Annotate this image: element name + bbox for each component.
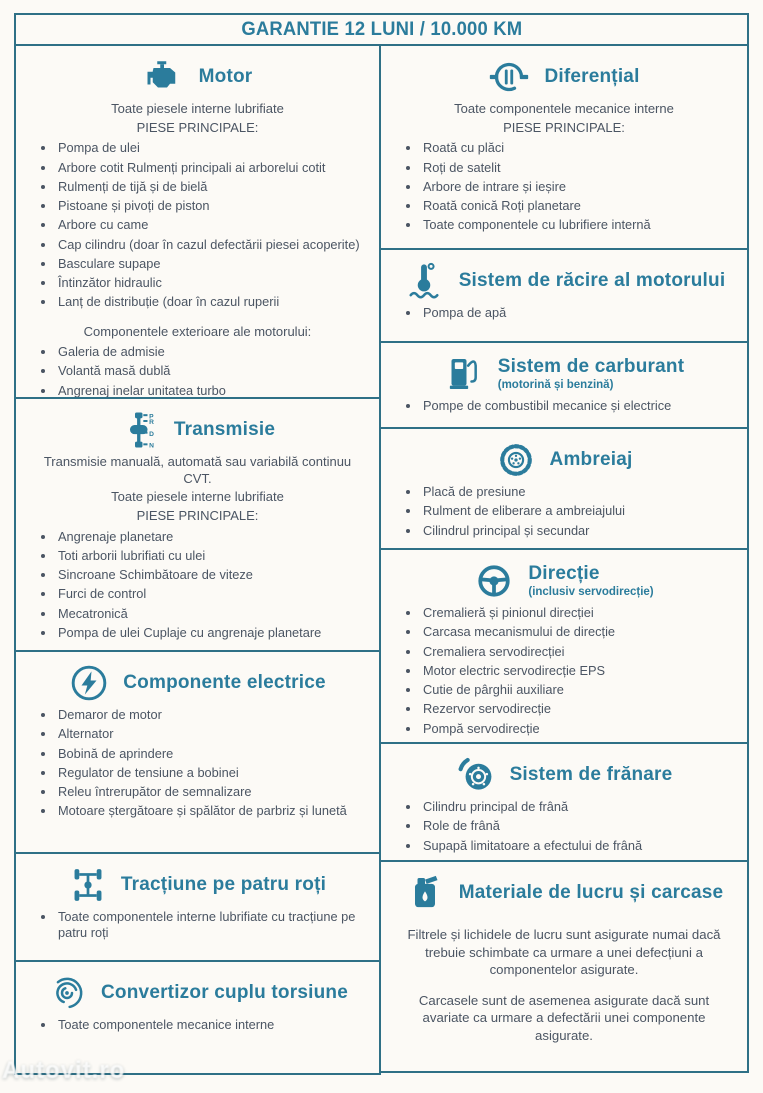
section-electrice bbox=[14, 650, 381, 854]
section-tractiune bbox=[14, 852, 381, 962]
section-motor bbox=[14, 44, 381, 399]
bullet-list bbox=[391, 484, 737, 539]
bullet-item: • Roată cu plăci bbox=[421, 140, 737, 156]
bullet-list bbox=[26, 140, 369, 310]
thermometer-icon bbox=[403, 261, 445, 301]
section-materiale bbox=[379, 860, 749, 1073]
torque-converter-icon bbox=[47, 973, 87, 1013]
section-paragraph: Filtrele și lichidele de lucru sunt asigurate numai dacă trebuie schimbate ca urmare a unei defecțiuni a componentelor asigurate. bbox=[407, 927, 721, 978]
lightning-bolt-icon bbox=[69, 663, 109, 703]
bullet-list bbox=[391, 140, 737, 233]
bullet-list bbox=[391, 398, 737, 414]
section-title-block bbox=[544, 67, 639, 88]
bullet-item: • Rulment de eliberare a ambreiajului bbox=[421, 503, 737, 519]
bullet-item: • Role de frână bbox=[421, 818, 737, 834]
bullet-item: • Motor electric servodirecție EPS bbox=[421, 663, 737, 679]
clutch-disc-icon bbox=[496, 440, 536, 480]
gear-shifter-icon bbox=[120, 410, 160, 450]
section-title-row bbox=[26, 57, 369, 97]
section-title: Convertizor cuplu torsiune bbox=[101, 981, 348, 1003]
section-title-row bbox=[26, 663, 369, 703]
bullet-list bbox=[391, 605, 737, 737]
section-subtitle: (inclusiv servodirecție) bbox=[528, 586, 654, 599]
bullet-item: • Cremaliera servodirecției bbox=[421, 644, 737, 660]
oil-canister-icon bbox=[405, 873, 445, 913]
bullet-item: • Angrenaje planetare bbox=[56, 529, 369, 545]
section-title-row bbox=[26, 410, 369, 450]
section-title: Componente electrice bbox=[123, 671, 326, 693]
section-title-block bbox=[174, 420, 275, 441]
bullet-item: • Arbore cotit Rulmenți principali ai arborelui cotit bbox=[56, 160, 369, 176]
column-right bbox=[379, 44, 749, 1075]
bullet-list bbox=[26, 529, 369, 642]
watermark: Autovit.ro bbox=[2, 1057, 126, 1084]
bullet-item: • Pompa de ulei bbox=[56, 140, 369, 156]
bullet-list bbox=[26, 707, 369, 820]
bullet-item: • Basculare supape bbox=[56, 256, 369, 272]
bullet-item: • Demaror de motor bbox=[56, 707, 369, 723]
bullet-item: • Toate componentele interne lubrifiate cu tracțiune pe patru roți bbox=[56, 909, 369, 942]
bullet-item: • Rezervor servodirecție bbox=[421, 701, 737, 717]
bullet-item: • Alternator bbox=[56, 726, 369, 742]
bullet-item: • Supapă limitatoare a efectului de frână bbox=[421, 838, 737, 854]
bullet-item: • Lanț de distribuție (doar în cazul ruperii bbox=[56, 294, 369, 310]
bullet-item: • Roți de satelit bbox=[421, 160, 737, 176]
section-title-block bbox=[101, 983, 348, 1004]
section-title-row bbox=[26, 973, 369, 1013]
bullet-list bbox=[26, 344, 369, 399]
bullet-item: • Sincroane Schimbătoare de viteze bbox=[56, 567, 369, 583]
section-title-block bbox=[123, 673, 326, 694]
bullet-item: • Releu întrerupător de semnalizare bbox=[56, 784, 369, 800]
bullet-item: • Pistoane și pivoți de piston bbox=[56, 198, 369, 214]
bullet-item: • Mecatronică bbox=[56, 606, 369, 622]
section-title: Sistem de carburant bbox=[497, 355, 685, 377]
section-directie bbox=[379, 548, 749, 744]
svg-text:N: N bbox=[149, 442, 154, 450]
section-intro-line: Transmisie manuală, automată sau variabilă continuu CVT. bbox=[43, 454, 352, 486]
bullet-item: • Pompa de apă bbox=[421, 305, 737, 321]
svg-text:R: R bbox=[149, 419, 154, 427]
section-title: Motor bbox=[198, 65, 253, 87]
section-intro-line: Componentele exterioare ale motorului: bbox=[83, 323, 312, 339]
section-title: Transmisie bbox=[173, 418, 276, 440]
bullet-item: • Furci de control bbox=[56, 586, 369, 602]
bullet-item: • Arbore de intrare și ieșire bbox=[421, 179, 737, 195]
section-subtitle: (motorină și benzină) bbox=[497, 379, 614, 392]
engine-icon bbox=[143, 59, 185, 95]
section-franare bbox=[379, 742, 749, 862]
section-intro-line: Toate piesele interne lubrifiate bbox=[111, 489, 284, 505]
section-intro-line: PIESE PRINCIPALE: bbox=[136, 507, 259, 523]
section-intro-line: Toate componentele mecanice interne bbox=[454, 101, 674, 116]
section-diferential bbox=[379, 44, 749, 250]
bullet-item: • Toti arborii lubrifiati cu ulei bbox=[56, 548, 369, 564]
bullet-item: • Toate componentele mecanice interne bbox=[56, 1017, 369, 1033]
section-title-block bbox=[459, 271, 726, 292]
section-carburant bbox=[379, 341, 749, 429]
page-header bbox=[14, 13, 749, 46]
bullet-item: • Rulmenți de tijă și de bielă bbox=[56, 179, 369, 195]
bullet-item: • Toate componentele cu lubrifiere internă bbox=[421, 217, 737, 233]
section-title-row bbox=[391, 873, 737, 913]
section-title-row bbox=[391, 561, 737, 601]
svg-text:P: P bbox=[149, 413, 154, 421]
brake-disc-icon bbox=[456, 755, 496, 795]
bullet-item: • Regulator de tensiune a bobinei bbox=[56, 765, 369, 781]
bullet-list bbox=[26, 909, 369, 942]
section-title: Diferențial bbox=[544, 65, 640, 87]
bullet-list bbox=[391, 799, 737, 854]
bullet-item: • Întinzător hidraulic bbox=[56, 275, 369, 291]
bullet-item: • Pompa de ulei Cuplaje cu angrenaje planetare bbox=[56, 625, 369, 641]
content bbox=[14, 44, 749, 1075]
section-title: Sistem de frănare bbox=[509, 763, 673, 785]
section-title: Materiale de lucru și carcase bbox=[458, 881, 724, 903]
bullet-item: • Galeria de admisie bbox=[56, 344, 369, 360]
section-title: Ambreiaj bbox=[549, 448, 633, 470]
section-intro-line: PIESE PRINCIPALE: bbox=[503, 119, 625, 135]
bullet-item: • Pompe de combustibil mecanice și electrice bbox=[421, 398, 737, 414]
section-title-block bbox=[550, 450, 633, 471]
svg-text:D: D bbox=[149, 430, 154, 438]
four-wheel-drive-icon bbox=[69, 866, 107, 904]
section-title: Sistem de răcire al motorului bbox=[458, 269, 726, 291]
bullet-item: • Pompă servodirecție bbox=[421, 721, 737, 737]
section-title-row bbox=[391, 57, 737, 97]
bullet-item: • Bobină de aprindere bbox=[56, 746, 369, 762]
bullet-item: • Cilindrul principal și secundar bbox=[421, 523, 737, 539]
fuel-pump-icon bbox=[444, 354, 484, 394]
bullet-item: • Motoare ștergătoare și spălător de parbriz și lunetă bbox=[56, 803, 369, 819]
bullet-list bbox=[391, 305, 737, 321]
section-ambreiaj bbox=[379, 427, 749, 550]
section-title-row bbox=[26, 865, 369, 905]
bullet-item: • Carcasa mecanismului de direcție bbox=[421, 624, 737, 640]
section-racire bbox=[379, 248, 749, 343]
steering-wheel-icon bbox=[474, 561, 514, 601]
section-title-block bbox=[528, 564, 653, 599]
section-intro-line: Toate piesele interne lubrifiate bbox=[111, 101, 284, 116]
bullet-item: • Volantă masă dublă bbox=[56, 363, 369, 379]
section-title-block bbox=[459, 883, 724, 904]
section-title: Direcție bbox=[528, 562, 600, 584]
section-transmisie bbox=[14, 397, 381, 652]
section-title-block bbox=[199, 67, 253, 88]
section-title-block bbox=[121, 875, 326, 896]
section-title: Tracțiune pe patru roți bbox=[120, 873, 327, 895]
page-title: GARANTIE 12 LUNI / 10.000 KM bbox=[241, 18, 522, 40]
bullet-item: • Angrenaj inelar unitatea turbo bbox=[56, 383, 369, 399]
bullet-item: • Roată conică Roți planetare bbox=[421, 198, 737, 214]
bullet-item: • Cap cilindru (doar în cazul defectării piesei acoperite) bbox=[56, 237, 369, 253]
section-paragraph: Carcasele sunt de asemenea asigurate dacă sunt avariate ca urmare a defectării unei componente asigurate. bbox=[418, 992, 710, 1043]
column-left bbox=[14, 44, 381, 1075]
section-title-row bbox=[391, 261, 737, 301]
section-title-block bbox=[510, 765, 673, 786]
bullet-item: • Cilindru principal de frână bbox=[421, 799, 737, 815]
section-title-block bbox=[498, 357, 684, 392]
bullet-item: • Cutie de pârghii auxiliare bbox=[421, 682, 737, 698]
bullet-item: • Cremalieră și pinionul direcției bbox=[421, 605, 737, 621]
bullet-item: • Placă de presiune bbox=[421, 484, 737, 500]
bullet-item: • Arbore cu came bbox=[56, 217, 369, 233]
section-title-row bbox=[391, 755, 737, 795]
differential-icon bbox=[488, 57, 530, 97]
section-title-row bbox=[391, 440, 737, 480]
section-intro-line: PIESE PRINCIPALE: bbox=[136, 119, 259, 135]
bullet-list bbox=[26, 1017, 369, 1033]
section-title-row bbox=[391, 354, 737, 394]
warranty-sheet bbox=[0, 13, 763, 1084]
